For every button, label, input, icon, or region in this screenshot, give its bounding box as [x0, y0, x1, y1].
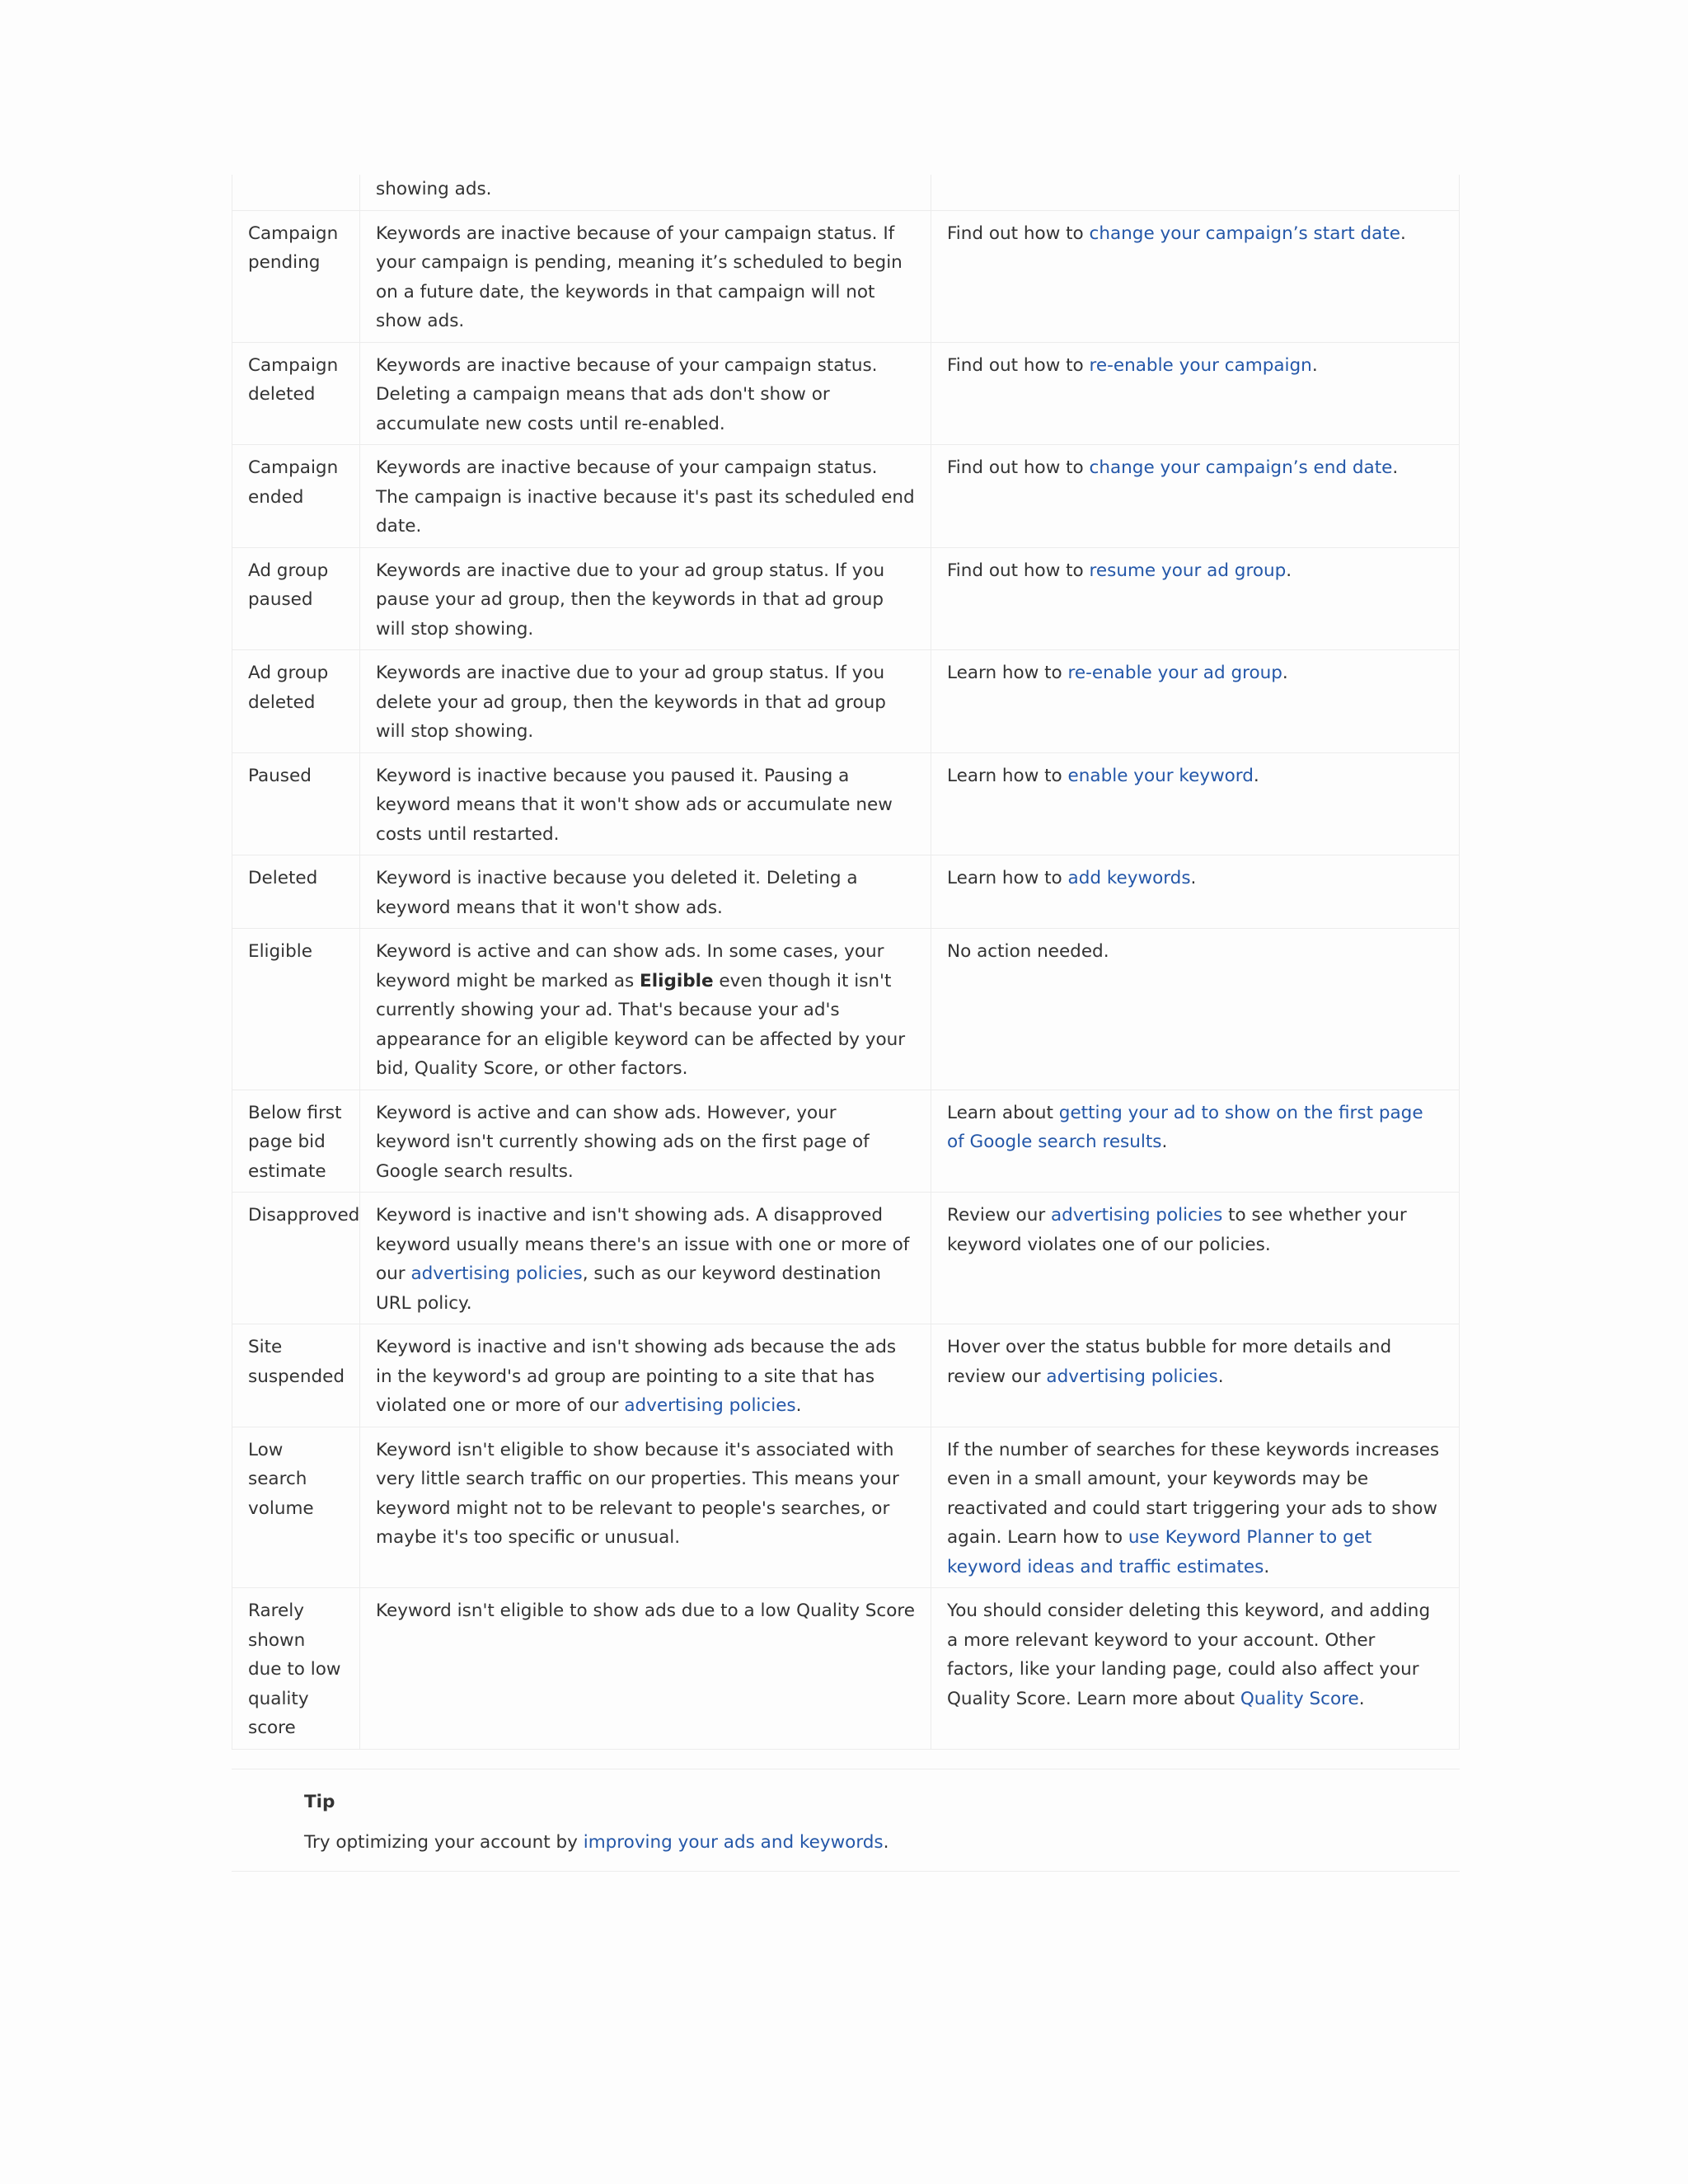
page-content: [232, 175, 1460, 1872]
action-cell: [931, 1588, 1460, 1750]
text-segment: .: [1311, 354, 1318, 376]
table-row: [232, 1324, 1460, 1427]
action-cell: [931, 650, 1460, 753]
text-segment: Find out how to: [947, 457, 1090, 478]
table-row: [232, 855, 1460, 929]
link[interactable]: re-enable your campaign: [1089, 354, 1312, 376]
text-segment: Keywords are inactive because of your campaign status. If your campaign is pending, meaning it’s scheduled to begin on a future date, the keywords in that campaign will not show ads.: [376, 223, 903, 331]
text-segment: .: [1400, 223, 1406, 244]
action-cell: [931, 210, 1460, 342]
status-cell: Eligible: [232, 929, 360, 1090]
status-cell: Campaign ended: [232, 445, 360, 548]
action-cell: [931, 752, 1460, 855]
text-segment: Find out how to: [947, 560, 1090, 581]
text-segment: Keywords are inactive because of your campaign status. The campaign is inactive because it's past its scheduled end date.: [376, 457, 915, 537]
link[interactable]: add keywords: [1067, 868, 1191, 888]
action-cell: [931, 1090, 1460, 1193]
text-segment: .: [1358, 1688, 1365, 1709]
action-cell: [931, 445, 1460, 548]
table-row: [232, 1193, 1460, 1324]
text-segment: You should consider deleting this keyword, and adding a more relevant keyword to your account. Other factors, like your landing page, could also affect your Quality Score. Learn more about: [947, 1601, 1431, 1709]
action-cell: [931, 342, 1460, 445]
link[interactable]: advertising policies: [624, 1395, 796, 1416]
keyword-status-table-body: [232, 175, 1460, 1749]
table-row: [232, 929, 1460, 1090]
text-segment: Keyword is active and can show ads. However, your keyword isn't currently showing ads on the first page of Google search results.: [376, 1102, 870, 1182]
table-row: [232, 445, 1460, 548]
link[interactable]: advertising policies: [410, 1263, 583, 1284]
description-cell: [360, 547, 931, 650]
tip-title: Tip: [304, 1791, 335, 1812]
bold-text: Eligible: [640, 970, 714, 991]
text-segment: If the number of searches for these keywords increases even in a small amount, your keywords may be reactivated and could start triggering your ads to show again. Learn how to: [947, 1439, 1440, 1548]
link[interactable]: getting your ad to show on the first page of Google search results: [947, 1102, 1423, 1152]
description-cell: [360, 650, 931, 753]
table-row: [232, 342, 1460, 445]
description-cell: [360, 1324, 931, 1427]
text-segment: .: [1282, 663, 1288, 683]
table-row: [232, 650, 1460, 753]
text-segment: .: [883, 1832, 889, 1853]
description-cell: [360, 1427, 931, 1588]
text-segment: Find out how to: [947, 354, 1090, 376]
table-row: [232, 210, 1460, 342]
text-segment: .: [1253, 765, 1259, 786]
link[interactable]: change your campaign’s start date: [1089, 223, 1400, 244]
description-cell: [360, 855, 931, 929]
text-segment: Keyword is inactive and isn't showing ads. A disapproved keyword usually means there's an issue with one or more of our: [376, 1205, 910, 1284]
text-segment: , such as our keyword destination URL policy.: [376, 1263, 881, 1314]
action-cell: [931, 929, 1460, 1090]
status-cell: Site suspended: [232, 1324, 360, 1427]
tip-box: [232, 1769, 1460, 1872]
action-cell: [931, 1324, 1460, 1427]
status-cell: Low search volume: [232, 1427, 360, 1588]
link[interactable]: improving your ads and keywords: [583, 1832, 884, 1853]
text-segment: Learn how to: [947, 663, 1068, 683]
action-cell: [931, 855, 1460, 929]
table-row-continued: [232, 175, 1460, 210]
tip-text: [304, 1828, 1460, 1858]
description-cell: [360, 1193, 931, 1324]
status-cell: Deleted: [232, 855, 360, 929]
action-cell: [931, 175, 1460, 210]
text-segment: Find out how to: [947, 223, 1090, 244]
status-cell: Ad group paused: [232, 547, 360, 650]
text-segment: to see whether your keyword violates one of our policies.: [947, 1205, 1407, 1255]
description-cell: [360, 752, 931, 855]
description-cell: [360, 445, 931, 548]
description-cell: showing ads.: [360, 175, 931, 210]
text-segment: Keyword is inactive because you deleted it. Deleting a keyword means that it won't show ads.: [376, 868, 858, 918]
action-cell: [931, 1427, 1460, 1588]
text-segment: Keyword is active and can show ads. In some cases, your keyword might be marked as: [376, 941, 884, 991]
description-cell: [360, 1588, 931, 1750]
link[interactable]: advertising policies: [1051, 1205, 1223, 1226]
status-cell: [232, 175, 360, 210]
keyword-status-table: [232, 175, 1460, 1750]
status-cell: Below first page bid estimate: [232, 1090, 360, 1193]
table-row: [232, 1090, 1460, 1193]
text-segment: Keyword is inactive and isn't showing ads because the ads in the keyword's ad group are pointing to a site that has violated one or more of our: [376, 1337, 897, 1416]
link[interactable]: enable your keyword: [1067, 765, 1254, 786]
text-segment: .: [1217, 1366, 1224, 1387]
text-segment: No action needed.: [947, 941, 1109, 962]
link[interactable]: Quality Score: [1240, 1688, 1359, 1709]
text-segment: .: [1264, 1556, 1270, 1577]
text-segment: .: [1161, 1132, 1168, 1152]
text-segment: Try optimizing your account by: [304, 1832, 584, 1853]
description-cell: [360, 210, 931, 342]
table-row: [232, 1588, 1460, 1750]
description-cell: [360, 342, 931, 445]
text-segment: Keyword isn't eligible to show ads due to a low Quality Score: [376, 1601, 915, 1621]
text-segment: Keywords are inactive because of your campaign status. Deleting a campaign means that ads don't show or accumulate new costs until re-enabled.: [376, 354, 878, 434]
text-segment: .: [1392, 457, 1399, 478]
text-segment: Learn how to: [947, 868, 1068, 888]
text-segment: Learn about: [947, 1102, 1059, 1123]
status-cell: Paused: [232, 752, 360, 855]
text-segment: Keyword isn't eligible to show because it's associated with very little search traffic on our properties. This means your keyword might not to be relevant to people's searches, or maybe it's too specific or unusual.: [376, 1439, 899, 1548]
status-cell: Rarely shown due to low quality score: [232, 1588, 360, 1750]
status-cell: Disapproved: [232, 1193, 360, 1324]
link[interactable]: resume your ad group: [1089, 560, 1287, 581]
link[interactable]: use Keyword Planner to get keyword ideas and traffic estimates: [947, 1527, 1372, 1577]
description-cell: [360, 1090, 931, 1193]
table-row: [232, 752, 1460, 855]
table-row: [232, 1427, 1460, 1588]
table-row: [232, 547, 1460, 650]
status-cell: Campaign deleted: [232, 342, 360, 445]
text-segment: .: [1286, 560, 1292, 581]
description-cell: [360, 929, 931, 1090]
text-segment: Keywords are inactive due to your ad group status. If you pause your ad group, then the keywords in that ad group will stop showing.: [376, 560, 885, 640]
link[interactable]: re-enable your ad group: [1067, 663, 1282, 683]
status-cell: Ad group deleted: [232, 650, 360, 753]
action-cell: [931, 547, 1460, 650]
text-segment: Learn how to: [947, 765, 1068, 786]
status-cell: Campaign pending: [232, 210, 360, 342]
text-segment: even though it isn't currently showing your ad. That's because your ad's appearance for an eligible keyword can be affected by your bid, Quality Score, or other factors.: [376, 970, 906, 1079]
text-segment: Review our: [947, 1205, 1051, 1226]
text-segment: Hover over the status bubble for more details and review our: [947, 1337, 1392, 1387]
text-segment: Keywords are inactive due to your ad group status. If you delete your ad group, then the keywords in that ad group will stop showing.: [376, 663, 886, 742]
link[interactable]: advertising policies: [1046, 1366, 1218, 1387]
link[interactable]: change your campaign’s end date: [1089, 457, 1393, 478]
action-cell: [931, 1193, 1460, 1324]
text-segment: .: [795, 1395, 802, 1416]
text-segment: .: [1190, 868, 1197, 888]
text-segment: Keyword is inactive because you paused it. Pausing a keyword means that it won't show ads or accumulate new costs until restarted.: [376, 765, 893, 845]
